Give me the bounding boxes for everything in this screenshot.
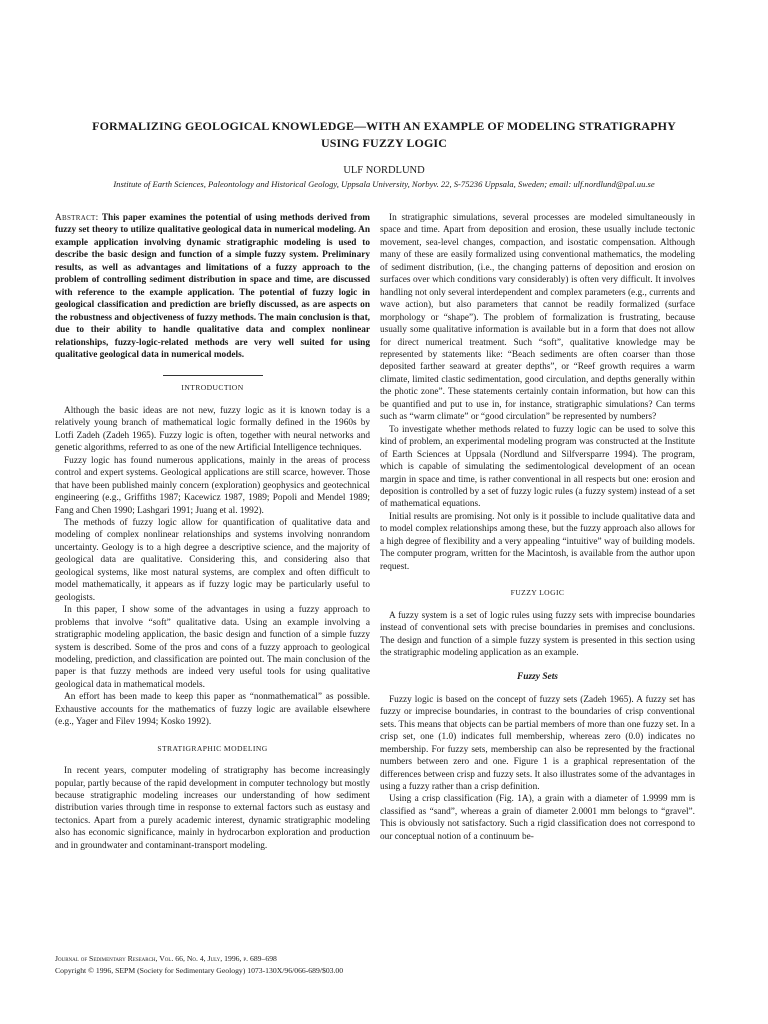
heading-fuzzy-sets: Fuzzy Sets (517, 672, 558, 683)
abstract (55, 212, 370, 361)
paragraph: Although the basic ideas are not new, fuzzy logic as it is known today is a relatively young branch of mathematical logic formally defined in the 1960s by Lotfi Zadeh (Zadeh 1965). Fuzzy logic is often, together with neural networks and genetic algorithms, referred to as one of the new Artificial Intelligence techniques. (55, 405, 370, 454)
paper-title (40, 118, 728, 152)
heading-fuzzy-logic: FUZZY LOGIC (510, 588, 565, 598)
paragraph: Initial results are promising. Not only is it possible to include qualitative data and to model complex relationships among these, but the fuzzy approach also allows for a high degree of flexibility and a very appealing “intuitive” way of building models. The computer program, written for the Macintosh, is available from the author upon request. (380, 511, 695, 572)
page-footer (55, 953, 385, 977)
paragraph: The methods of fuzzy logic allow for quantification of qualitative data and modeling of complex nonlinear relationships and systems involving nonrandom uncertainty. Geology is to a high degree a descriptive science, and the majority of geological data are qualitative. Considering this, and considering also that geological systems, like most natural systems, are complex and often difficult to model mathematically, it appears as if fuzzy logic may be particularly useful to geologists. (55, 517, 370, 603)
title-line-1: FORMALIZING GEOLOGICAL KNOWLEDGE—WITH AN EXAMPLE OF MODELING STRATIGRAPHY (92, 119, 676, 133)
section-divider (163, 375, 263, 376)
paragraph: Fuzzy logic has found numerous applications, mainly in the areas of process control and expert systems. Geological applications are still scarce, however. Those that have been published mainly concern (exploration) geophysics and geotechnical engineering (e.g., Griffiths 1987; Kacewicz 1987, 1989; Popoli and Mendel 1989; Fang and Chen 1990; Lashgari 1991; Juang et al. 1992). (55, 455, 370, 516)
paragraph: Fuzzy logic is based on the concept of fuzzy sets (Zadeh 1965). A fuzzy set has fuzzy or imprecise boundaries, in contrast to the boundaries of crisp conventional sets. This means that objects can be partial members of more than one fuzzy set. In a crisp set, one (1.0) indicates full membership, whereas zero (0.0) indicates no membership. For fuzzy sets, membership can also be represented by the fractional numbers between zero and one. Figure 1 is a graphical representation of the differences between crisp and fuzzy sets. It also illustrates some of the advantages in using a fuzzy rather than a crisp definition. (380, 694, 695, 793)
author-affiliation: Institute of Earth Sciences, Paleontology and Historical Geology, Uppsala University, Norbyv. 22, S-75236 Uppsala, Sweden; email: ulf.nordlund@pal.uu.se (113, 179, 655, 189)
paragraph: To investigate whether methods related to fuzzy logic can be used to solve this kind of problem, an experimental modeling program was constructed at the Institute of Earth Sciences at Uppsala (Nordlund and Silfversparre 1994). The program, which is capable of simulating the sedimentological development of an ocean margin in space and time, is rather conventional in all respects but one: erosion and deposition is controlled by a set of fuzzy logic rules (a fuzzy system) instead of a set of mathematical equations. (380, 424, 695, 510)
paragraph: Using a crisp classification (Fig. 1A), a grain with a diameter of 1.9999 mm is classified as “sand”, whereas a grain of diameter 2.0001 mm belongs to “gravel”. This is obviously not satisfactory. Such a rigid classification does not correspond to our conceptual notion of a continuum be- (380, 794, 695, 842)
title-line-2: USING FUZZY LOGIC (321, 136, 447, 150)
paragraph: An effort has been made to keep this paper as “nonmathematical” as possible. Exhaustive accounts for the mathematics of fuzzy logic are available elsewhere (e.g., Yager and Filev 1994; Kosko 1992). (55, 692, 370, 728)
abstract-text: This paper examines the potential of using methods derived from fuzzy set theory to utilize qualitative geological data in numerical modeling. An example application involving dynamic stratigraphic modeling is used to describe the basic design and function of a simple fuzzy system. Preliminary results, as well as advantages and limitations of a fuzzy approach to the problem of controlling sediment distribution in space and time, are discussed with reference to the example application. The potential of fuzzy logic in geological classification and prediction are briefly discussed, as are aspects on the robustness and objectiveness of fuzzy methods. The main conclusion is that, due to their ability to handle qualitative data and complex nonlinear relationships, fuzzy-logic-related methods are very well suited for using qualitative geological data in numerical models. (55, 213, 371, 360)
right-column (380, 212, 695, 843)
paragraph: In stratigraphic simulations, several processes are modeled simultaneously in space and time. Apart from deposition and erosion, these usually include tectonic movement, sea-level changes, compaction, and isostatic compensation. Although many of these are easily formalized using conventional mathematics, the modeling of sediment distribution, (i.e., the changing patterns of deposition and erosion on surfaces over which conditions vary considerably) is often very difficult. It involves handling not only several interdependent and complex parameters (e.g., currents and wave action), but also parameters that cannot be readily formalized (surface morphology or “shape”). The problem of formalization is frustrating, because usually some qualitative information is available but in a form that does not allow for direct numerical treatment. Such “soft”, qualitative knowledge may be represented by statements like: “Beach sediments are often coarser than those deposited farther seaward at greater depths”, or “Reef growth requires a warm climate, limited clastic sedimentation, good circulation, and depths generally within the photic zone”. These statements certainly contain information, but how can this be quantified and put to use in, for instance, stratigraphic simulations? Can terms such as “warm climate” or “good circulation” be represented by numbers? (380, 213, 695, 423)
paragraph: A fuzzy system is a set of logic rules using fuzzy sets with imprecise boundaries instead of conventional sets with precise boundaries in premises and conclusions. The design and function of a simple fuzzy system is presented in this section using the stratigraphic modeling application as an example. (380, 610, 695, 658)
paragraph: In this paper, I show some of the advantages in using a fuzzy approach to problems that involve “soft” qualitative data. Using an example involving a stratigraphic modeling application, the basic design and function of a simple fuzzy system is described. Some of the pros and cons of a fuzzy approach to geological modeling, prediction, and classification are pointed out. The main conclusion of the paper is that fuzzy methods are indeed very useful tools for using qualitative geological data in mathematical models. (55, 605, 370, 690)
author-name: ULF NORDLUND (343, 165, 425, 176)
journal-citation: Journal of Sedimentary Research, Vol. 66, No. 4, July, 1996, p. 689–698 (55, 954, 277, 963)
paragraph: In recent years, computer modeling of stratigraphy has become increasingly popular, partly because of the rapid development in computer technology but mostly because stratigraphic modeling increases our understanding of how sediment distribution varies through time in response to external factors such as eustasy and tectonics. Apart from a purely academic interest, dynamic stratigraphic modeling also has economic significance, mainly in hydrocarbon exploration and production and in groundwater and contaminant-transport modeling. (55, 766, 370, 851)
left-column (55, 212, 370, 852)
abstract-label: Abstract: (55, 213, 99, 223)
copyright-line: Copyright © 1996, SEPM (Society for Sedimentary Geology) 1073-130X/96/066-689/$03.00 (55, 966, 344, 975)
heading-introduction: INTRODUCTION (181, 383, 244, 393)
heading-stratigraphic-modeling: STRATIGRAPHIC MODELING (157, 743, 268, 753)
